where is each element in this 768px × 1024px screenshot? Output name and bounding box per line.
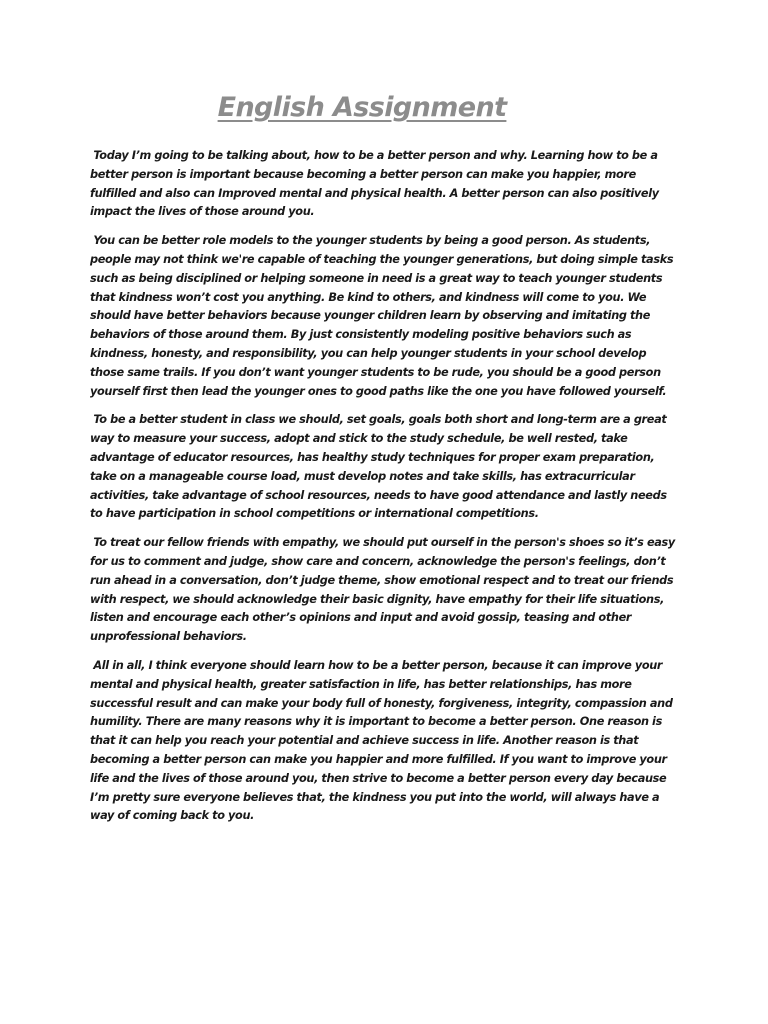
document-body	[90, 147, 680, 836]
paragraph-intro: Today I’m going to be talking about, how to be a better person and why. Learning how to be a better person is important because becoming a better person can make you happier, more fulfilled and also can Improved mental and physical health. A better person can also positively impact the lives of those around you.	[90, 149, 663, 219]
document-title: English Assignment	[217, 92, 507, 123]
paragraph-conclusion: All in all, I think everyone should learn how to be a better person, because it can improve your mental and physical health, greater satisfaction in life, has better relationships, has more successful result and can make your body full of honesty, forgiveness, integrity, compassion and humility. There are many reasons why it is important to become a better person. One reason is that it can help you reach your potential and achieve success in life. Another reason is that becoming a better person can make you happier and more fulfilled. If you want to improve your life and the lives of those around you, then strive to become a better person every day because I’m pretty sure everyone believes that, the kindness you put into the world, will always have a way of coming back to you.	[90, 658, 676, 823]
paragraph-empathy: To treat our fellow friends with empathy, we should put ourself in the person's shoes so it’s easy for us to comment and judge, show care and concern, acknowledge the person's feelings, don’t run ahead in a conversation, don’t judge theme, show emotional respect and to treat our friends with respect, we should acknowledge their basic dignity, have empathy for their life situations, listen and encourage each other’s opinions and input and avoid gossip, teasing and other unprofessional behaviors.	[90, 536, 679, 644]
paragraph-role-models: You can be better role models to the younger students by being a good person. As students, people may not think we're capable of teaching the younger generations, but doing simple tasks such as being disciplined or helping someone in need is a great way to teach younger students that kindness won’t cost you anything. Be kind to others, and kindness will come to you. We should have better behaviors because younger children learn by observing and imitating the behaviors of those around them. By just consistently modeling positive behaviors such as kindness, honesty, and responsibility, you can help younger students in your school develop those same trails. If you don’t want younger students to be rude, you should be a good person yourself first then lead the younger ones to good paths like the one you have followed yourself.	[90, 234, 677, 398]
paragraph-better-student: To be a better student in class we should, set goals, goals both short and long-term are a great way to measure your success, adopt and stick to the study schedule, be well rested, take advantage of educator resources, has healthy study techniques for proper exam preparation, take on a manageable course load, must develop notes and take skills, has extracurricular activities, take advantage of school resources, needs to have good attendance and lastly needs to have participation in school competitions or international competitions.	[90, 413, 671, 521]
